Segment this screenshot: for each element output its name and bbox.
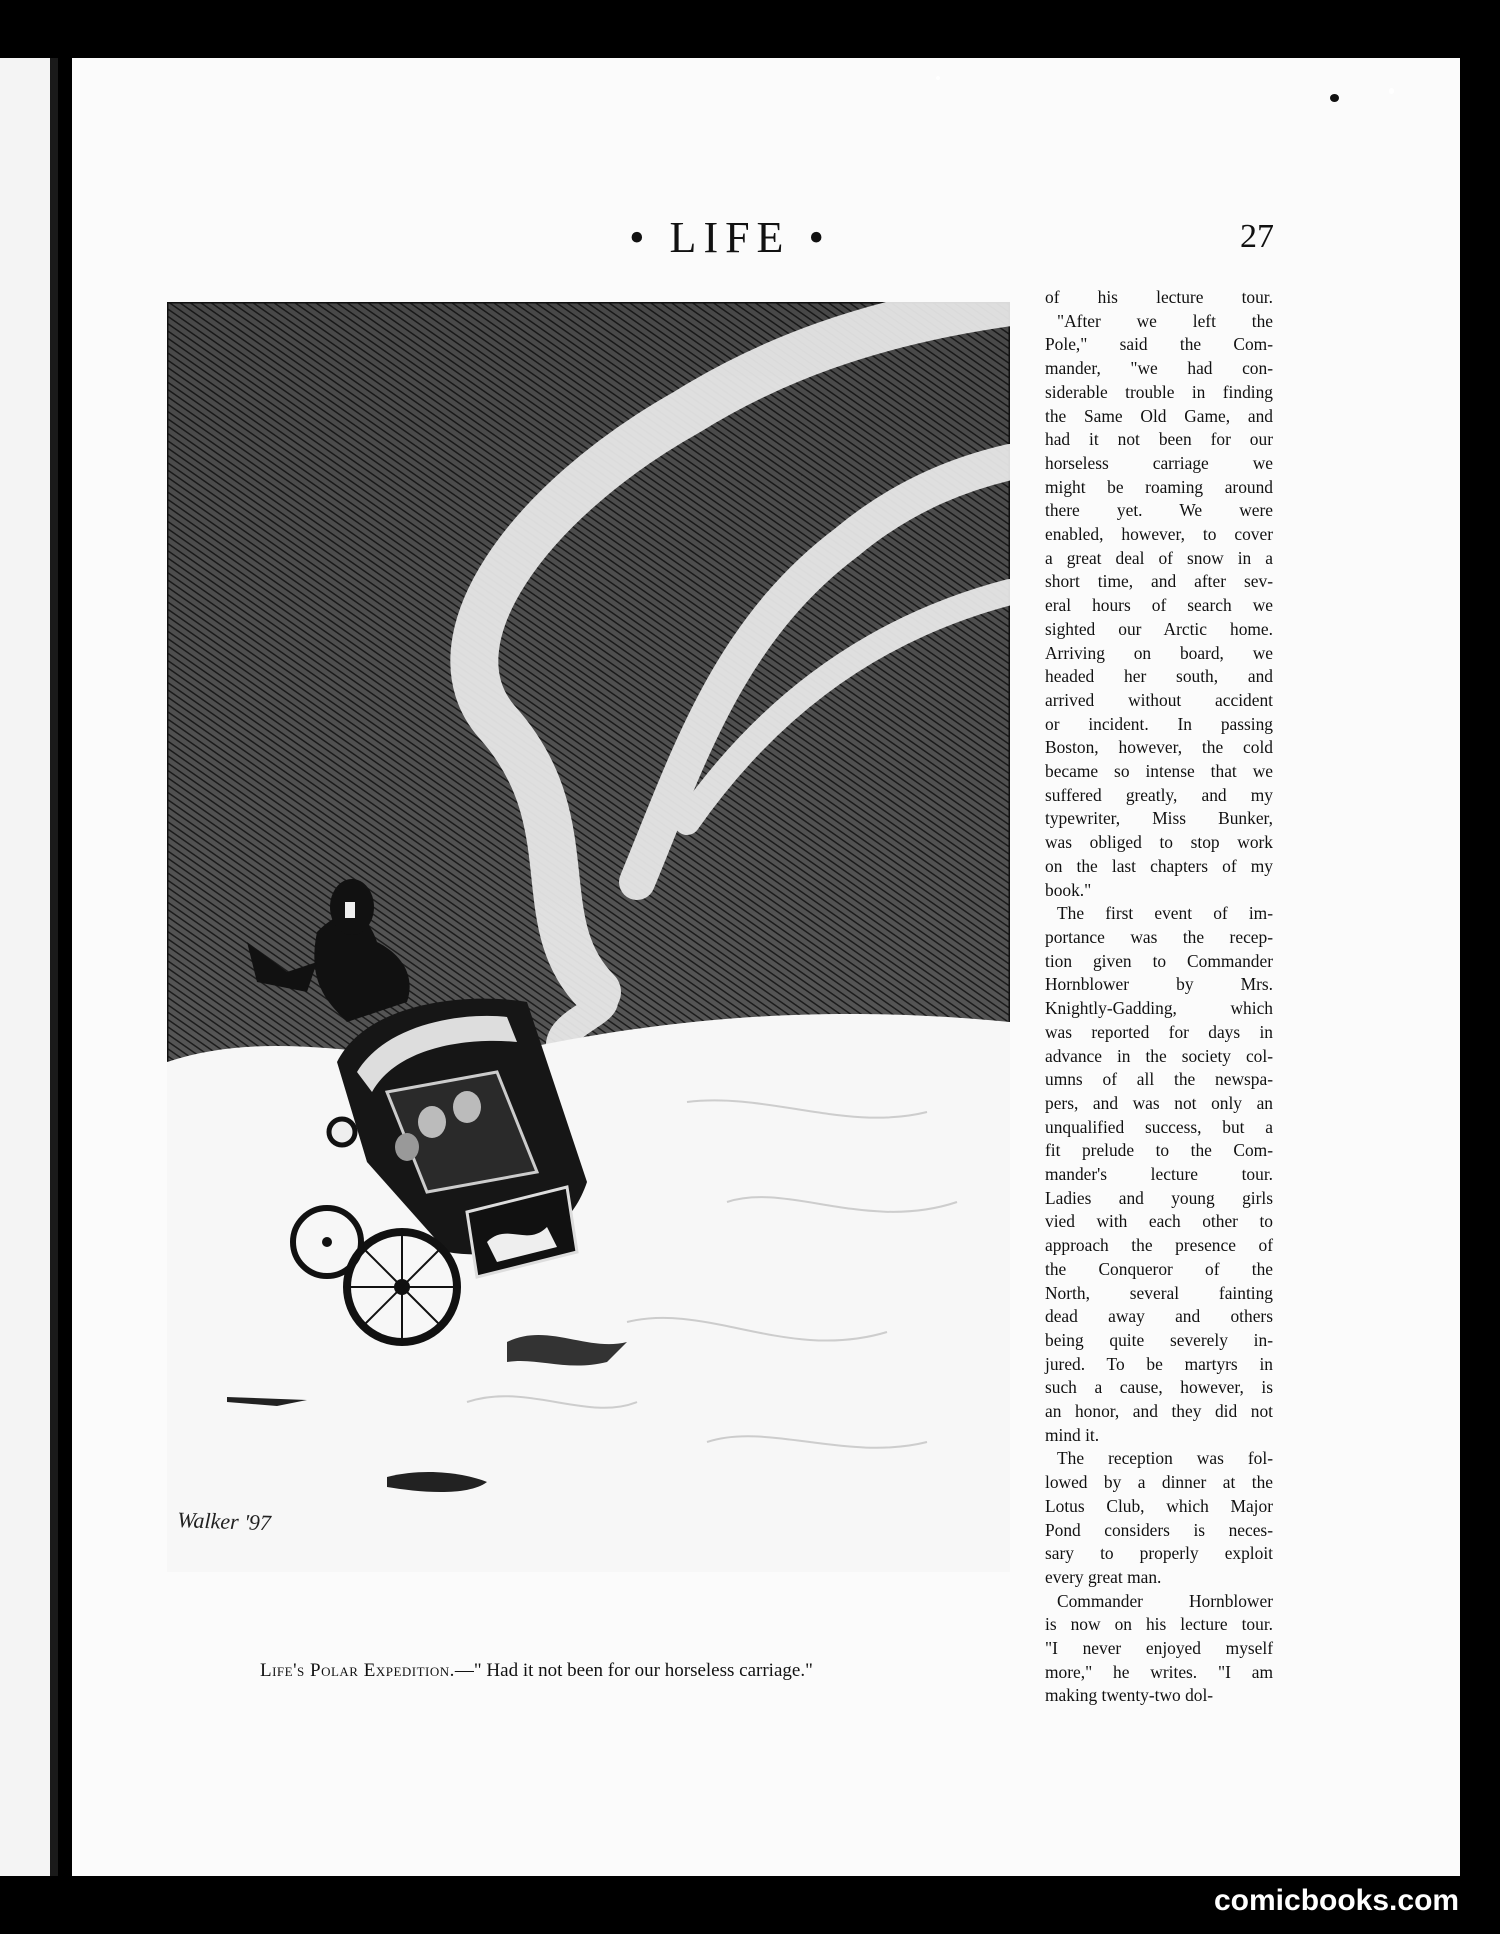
artist-signature: Walker '97 xyxy=(176,1507,272,1536)
article-line: "After we left the xyxy=(1057,310,1273,331)
article-line: advance in the society col- xyxy=(1045,1045,1273,1066)
article-line: Arriving on board, we xyxy=(1045,642,1273,663)
article-line: Pole," said the Com- xyxy=(1045,334,1273,355)
snow-field xyxy=(167,1014,1010,1572)
polar-expedition-illustration xyxy=(167,302,1010,1572)
article-line: typewriter, Miss Bunker, xyxy=(1045,808,1273,829)
article-line: lowed by a dinner at the xyxy=(1045,1472,1273,1493)
article-line: headed her south, and xyxy=(1045,666,1273,687)
article-column xyxy=(1045,286,1273,1708)
article-line: mander's lecture tour. xyxy=(1045,1164,1273,1185)
article-line: umns of all the newspa- xyxy=(1045,1069,1273,1090)
article-line: Knightly-Gadding, which xyxy=(1045,998,1273,1019)
article-line: book." xyxy=(1045,879,1092,900)
caption-title: Life's Polar Expedition. xyxy=(260,1660,455,1681)
article-line: or incident. In passing xyxy=(1045,713,1273,734)
article-line: there yet. We were xyxy=(1045,500,1273,521)
article-line: siderable trouble in finding xyxy=(1045,381,1273,402)
article-line: on the last chapters of my xyxy=(1045,855,1273,876)
article-line: mander, "we had con- xyxy=(1045,358,1273,379)
article-line: mind it. xyxy=(1045,1424,1100,1445)
article-line: tion given to Commander xyxy=(1045,950,1273,971)
article-line: Ladies and young girls xyxy=(1045,1187,1273,1208)
article-line: dead away and others xyxy=(1045,1306,1273,1327)
article-line: had it not been for our xyxy=(1045,429,1273,450)
article-line: suffered greatly, and my xyxy=(1045,784,1273,805)
article-line: was reported for days in xyxy=(1045,1021,1273,1042)
article-line: more," he writes. "I am xyxy=(1045,1661,1273,1682)
page-number: 27 xyxy=(1240,218,1274,255)
article-line: "I never enjoyed myself xyxy=(1045,1638,1273,1659)
print-speck xyxy=(1389,88,1394,94)
article-line: was obliged to stop work xyxy=(1045,832,1273,853)
article-line: the Same Old Game, and xyxy=(1045,405,1273,426)
article-line: vied with each other to xyxy=(1045,1211,1273,1232)
article-line: is now on his lecture tour. xyxy=(1045,1614,1273,1635)
article-line: approach the presence of xyxy=(1045,1235,1273,1256)
article-line: Boston, however, the cold xyxy=(1045,737,1273,758)
site-watermark: comicbooks.com xyxy=(1214,1884,1460,1917)
article-line: enabled, however, to cover xyxy=(1045,524,1273,545)
article-line: every great man. xyxy=(1045,1566,1162,1587)
article-line: The first event of im- xyxy=(1057,903,1273,924)
article-line: Pond considers is neces- xyxy=(1045,1519,1273,1540)
article-line: The reception was fol- xyxy=(1057,1448,1273,1469)
illustration-caption xyxy=(260,1660,960,1682)
article-line: Commander Hornblower xyxy=(1057,1590,1273,1611)
article-line: such a cause, however, is xyxy=(1045,1377,1273,1398)
article-line: an honor, and they did not xyxy=(1045,1401,1273,1422)
article-line: the Conqueror of the xyxy=(1045,1258,1273,1279)
article-line: sighted our Arctic home. xyxy=(1045,618,1273,639)
article-line: arrived without accident xyxy=(1045,689,1273,710)
article-line: pers, and was not only an xyxy=(1045,1092,1273,1113)
article-line: portance was the recep- xyxy=(1045,926,1273,947)
article-line: unqualified success, but a xyxy=(1045,1116,1273,1137)
article-line: of his lecture tour. xyxy=(1045,287,1273,307)
page-gutter xyxy=(50,58,58,1876)
article-line: being quite severely in- xyxy=(1045,1329,1273,1350)
caption-quote: —" Had it not been for our horseless carriage." xyxy=(454,1660,813,1681)
article-line: making twenty-two dol- xyxy=(1045,1685,1214,1706)
article-line: jured. To be martyrs in xyxy=(1045,1353,1273,1374)
article-line: a great deal of snow in a xyxy=(1045,547,1273,568)
page-header-title: • LIFE • xyxy=(629,213,831,262)
article-line: horseless carriage we xyxy=(1045,452,1273,473)
article-line: Hornblower by Mrs. xyxy=(1045,974,1273,995)
article-line: short time, and after sev- xyxy=(1045,571,1273,592)
article-line: fit prelude to the Com- xyxy=(1045,1140,1273,1161)
article-line: North, several fainting xyxy=(1045,1282,1273,1303)
article-line: became so intense that we xyxy=(1045,761,1273,782)
article-line: eral hours of search we xyxy=(1045,595,1273,616)
print-speck xyxy=(936,76,940,80)
article-line: sary to properly exploit xyxy=(1045,1543,1273,1564)
article-line: Lotus Club, which Major xyxy=(1045,1495,1273,1516)
article-line: might be roaming around xyxy=(1045,476,1273,497)
ink-speck xyxy=(1330,94,1339,102)
